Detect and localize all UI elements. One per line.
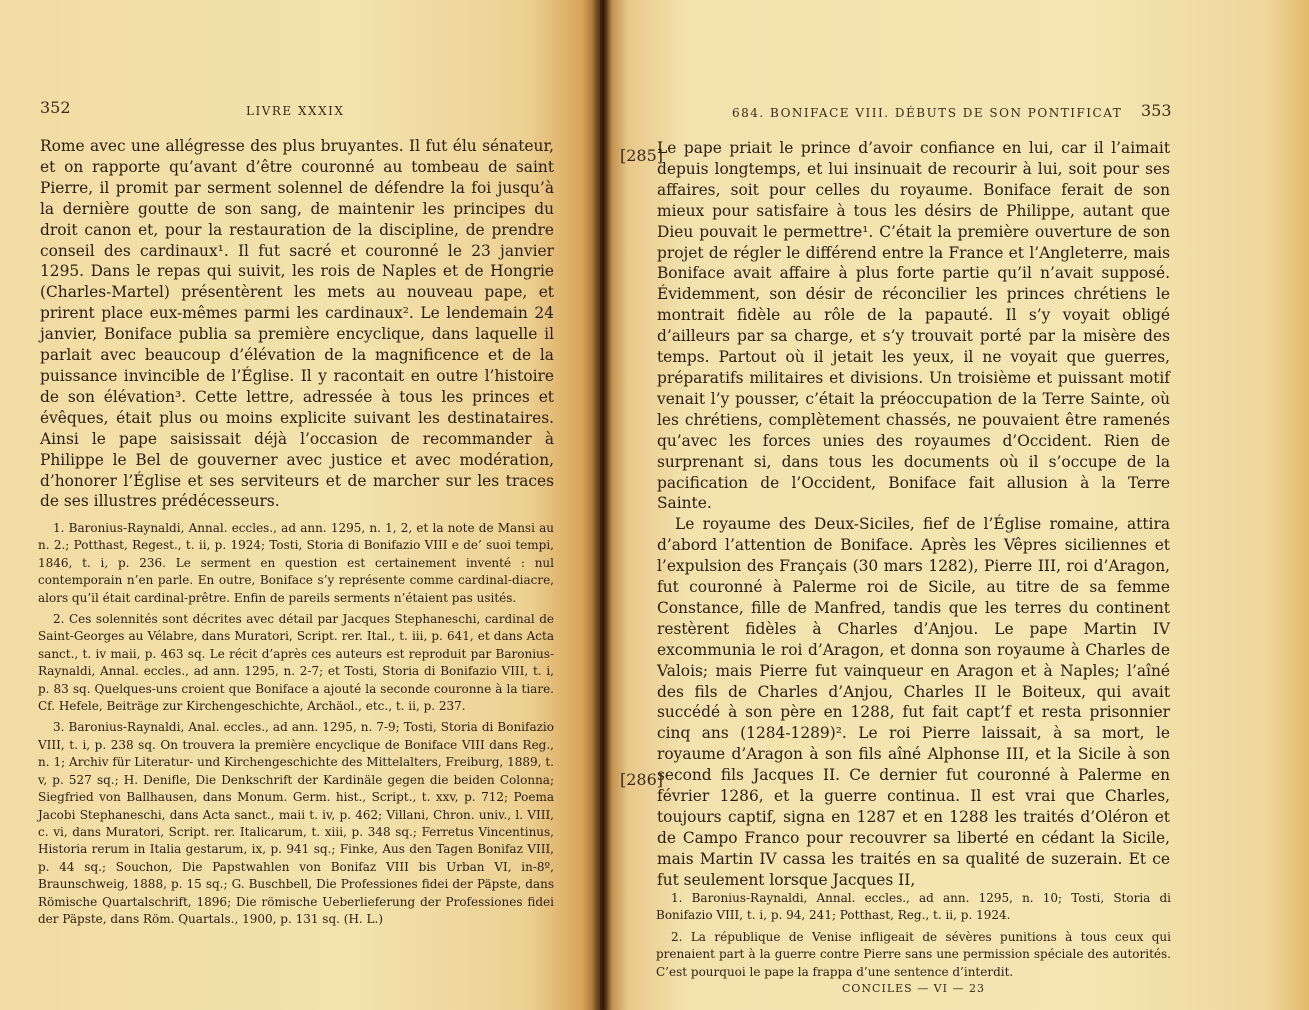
- right-paragraph-1: Le pape priait le prince d’avoir confiance en lui, car il l’aimait depuis longtemps, et lui insinuait de recourir à lui, soit pour ses affaires, soit pour celles du royaume. Boniface ferait de son mieux pour satisfaire à tous les désirs de Philippe, autant que Dieu pouvait le permettre¹. C’était la première ouverture de son projet de régler le différend entre la France et l’Angleterre, mais Boniface avait affaire à plus forte partie qu’il n’avait supposé. Évidemment, son désir de réconcilier les princes chrétiens le montrait fidèle au rôle de la papauté. Il s’y voyait obligé d’ailleurs par sa charge, et s’y trouvait porté par la misère des temps. Partout où il jetait les yeux, il ne voyait que guerres, préparatifs militaires et divisions. Un troisième et puissant motif venait l’y pousser, c’était la préoccupation de la Terre Sainte, où les chrétiens, complètement chassés, ne pouvaient être ramenés qu’avec les forces unies des royaumes d’Occident. Rien de surprenant si, dans tous les documents où il s’occupe de la pacification de l’Occident, Boniface fait allusion à la Terre Sainte.: [657, 139, 1170, 513]
- left-body-text: [40, 136, 554, 512]
- left-footnote-1: 1. Baronius-Raynaldi, Annal. eccles., ad ann. 1295, n. 1, 2, et la note de Mansi au n. 2.; Potthast, Regest., t. ii, p. 1924; Tosti, Storia di Bonifazio VIII e de’ suoi tempi, 1846, t. i, p. 236. Le serment en question est certainement inventé : nul contemporain n’en parle. En outre, Boniface s’y représente comme cardinal-diacre, alors qu’il était cardinal-prêtre. Enfin de pareils serments n’étaient pas usités.: [38, 521, 554, 605]
- margin-number-286: [286]: [620, 770, 664, 789]
- left-footnote-3: 3. Baronius-Raynaldi, Anal. eccles., ad ann. 1295, n. 7-9; Tosti, Storia di Bonifazio VIII, t. i, p. 238 sq. On trouvera la première encyclique de Boniface VIII dans Reg., n. 1; Archiv für Literatur- und Kirchengeschichte des Mittelalters, Freiburg, 1889, t. v, p. 527 sq.; H. Denifle, Die Denkschrift der Kardinäle gegen die beiden Colonna; Siegfried von Ballhausen, dans Monum. Germ. hist., Script., t. xxv, p. 712; Poema Jacobi Stephaneschi, dans Acta sanct., maii t. iv, p. 462; Villani, Chron. univ., l. VIII, c. vi, dans Muratori, Script. rer. Italicarum, t. xiii, p. 348 sq.; Ferretus Vincentinus, Historia rerum in Italia gestarum, ix, p. 941 sq.; Finke, Aus den Tagen Bonifaz VIII, p. 44 sq.; Souchon, Die Papstwahlen von Bonifaz VIII bis Urban VI, in-8º, Braunschweig, 1888, p. 15 sq.; G. Buschbell, Die Professiones fidei der Päpste, dans Römische Quartalschrift, 1896; Die römische Ueberlieferung der Professiones fidei der Päpste, dans Röm. Quartals., 1900, p. 131 sq. (H. L.): [38, 720, 554, 926]
- left-footnote-2: 2. Ces solennités sont décrites avec détail par Jacques Stephaneschi, cardinal de Saint-Georges au Vélabre, dans Muratori, Script. rer. Ital., t. iii, p. 641, et dans Acta sanct., t. iv maii, p. 463 sq. Le récit d’après ces auteurs est reproduit par Baronius-Raynaldi, Annal. eccles., ad ann. 1295, n. 2-7; et Tosti, Storia di Bonifazio VIII, t. i, p. 83 sq. Quelques-uns croient que Boniface a ajouté la seconde couronne à la tiare. Cf. Hefele, Beiträge zur Kirchengeschichte, Archäol., etc., t. ii, p. 237.: [38, 612, 554, 714]
- right-paragraph-2: Le royaume des Deux-Siciles, fief de l’Église romaine, attira d’abord l’attention de Boniface. Après les Vêpres siciliennes et l’expulsion des Français (30 mars 1282), Pierre III, roi d’Aragon, fut couronné à Palerme roi de Sicile, au titre de sa femme Constance, fille de Manfred, tandis que les terres du continent restèrent fidèles à Charles d’Anjou. Le pape Martin IV excommunia le roi d’Aragon, et donna son royaume à Charles de Valois; mais Pierre fut vainqueur en Aragon et à Naples; l’aîné des fils de Charles d’Anjou, Charles II le Boiteux, qui avait succédé à son père en 1288, fut fait capt’f et resta prisonnier cinq ans (1284-1289)². Le roi Pierre laissait, à sa mort, le royaume d’Aragon à son fils aîné Alphonse III, et la Sicile à son second fils Jacques II. Ce dernier fut couronné à Palerme en février 1286, et la guerre continua. Il est vrai que Charles, toujours captif, signa en 1287 et en 1288 les traités d’Oléron et de Campo Franco pour recouvrer sa liberté en cédant la Sicile, mais Martin IV cassa les traités en sa qualité de suzerain. Et ce fut seulement lorsque Jacques II,: [657, 515, 1170, 889]
- right-running-head: 684. BONIFACE VIII. DÉBUTS DE SON PONTIFICAT: [732, 106, 1123, 120]
- margin-number-285: [285]: [620, 146, 664, 165]
- left-running-head: LIVRE XXXIX: [246, 104, 345, 118]
- left-footnotes: [38, 520, 554, 932]
- right-footnotes: [656, 890, 1171, 985]
- book-gutter: [592, 0, 612, 1010]
- right-footnote-1: 1. Baronius-Raynaldi, Annal. eccles., ad ann. 1295, n. 10; Tosti, Storia di Bonifazio VIII, t. i, p. 94, 241; Potthast, Reg., t. ii, p. 1924.: [656, 891, 1171, 923]
- left-page: [0, 0, 600, 1010]
- signature-mark: CONCILES — VI — 23: [842, 982, 985, 995]
- right-page: [600, 0, 1309, 1010]
- right-footnote-2: 2. La république de Venise infligeait de sévères punitions à tous ceux qui prenaient part à la guerre contre Pierre sans une permission spéciale des autorités. C’est pourquoi le pape la frappa d’une sentence d’interdit.: [656, 929, 1171, 979]
- left-page-number: 352: [40, 98, 71, 117]
- right-page-number: 353: [1141, 101, 1172, 120]
- left-body-paragraph: Rome avec une allégresse des plus bruyantes. Il fut élu sénateur, et on rapporte qu’avant d’être couronné au tombeau de saint Pierre, il promit par serment solennel de défendre la foi jusqu’à la dernière goutte de son sang, de maintenir les principes du droit canon et, pour la restauration de la discipline, de prendre conseil des cardinaux¹. Il fut sacré et couronné le 23 janvier 1295. Dans le repas qui suivit, les rois de Naples et de Hongrie (Charles-Martel) présentèrent les mets au nouveau pape, et prirent place eux-mêmes parmi les cardinaux². Le lendemain 24 janvier, Boniface publia sa première encyclique, dans laquelle il parlait avec beaucoup d’élévation de la magnificence et de la puissance invincible de l’Église. Il y racontait en outre l’histoire de son élévation³. Cette lettre, adressée à tous les princes et évêques, était plus ou moins explicite suivant les destinataires. Ainsi le pape saisissait déjà l’occasion de recommander à Philippe le Bel de gouverner avec justice et avec modération, d’honorer l’Église et ses serviteurs et de marcher sur les traces de ses illustres prédécesseurs.: [40, 137, 554, 511]
- right-body-text: [657, 138, 1170, 891]
